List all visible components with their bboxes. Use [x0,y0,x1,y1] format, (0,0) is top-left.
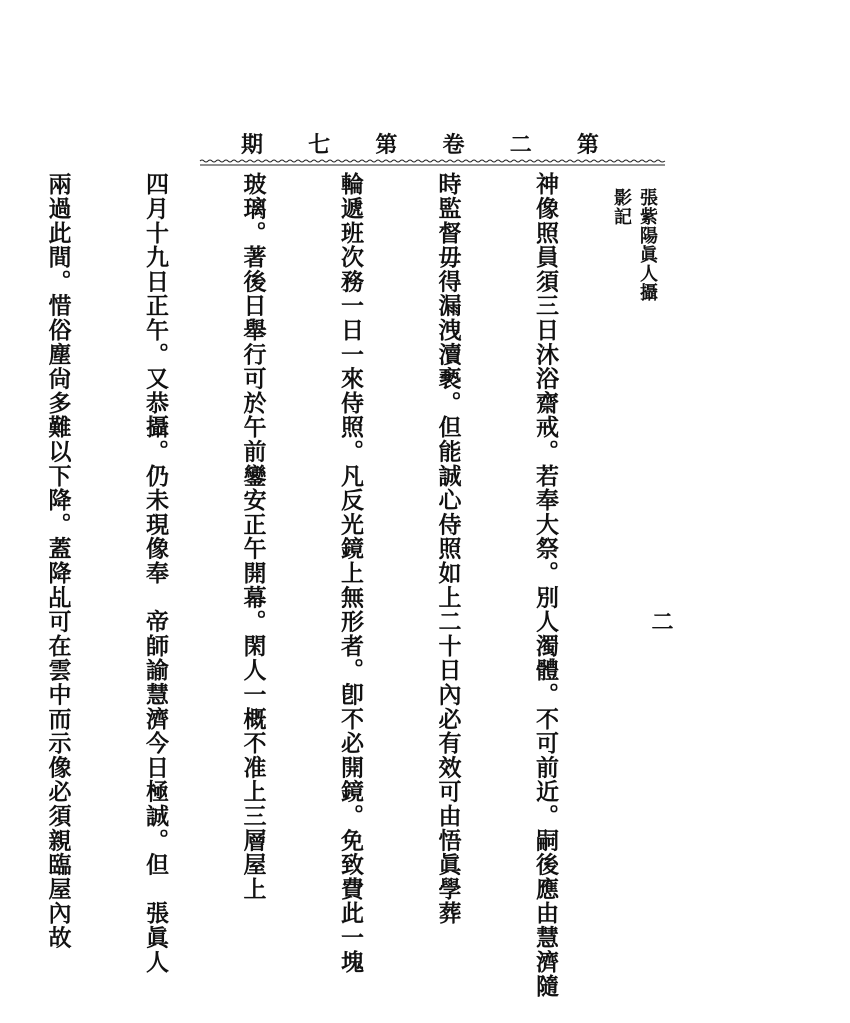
header-wavy-rule [200,158,665,168]
text-column: 神像照員須三日沐浴齋戒。若奉大祭。別人濁體。不可前近。嗣後應由慧濟隨 [532,172,559,999]
header-char: 第 [576,132,599,158]
text-column: 玻璃。著後日舉行可於午前鑾安正午開幕。閑人一概不准上三層屋上 [239,172,267,901]
page-number: 二 [648,610,674,632]
header-char: 七 [308,132,331,158]
text-column: 輪遞班次務一日一來侍照。凡反光鏡上無形者。卽不必開鏡。免致費此一塊 [337,172,364,974]
text-column: 四月十九日正午。又恭攝。仍未現像奉 帝師諭慧濟今日極誠。但 張眞人 [142,172,169,974]
header-char: 卷 [442,132,465,158]
header-char: 二 [509,132,532,158]
book-title: 張紫陽眞人攝影記 [611,188,658,302]
text-column: 時監督毋得漏洩瀆褻。但能誠心侍照如上二十日內必有效可由悟眞學葬 [434,172,462,926]
running-header [240,128,600,159]
wavy-line-top [200,160,665,162]
header-char: 期 [240,132,263,158]
header-char: 第 [375,132,398,158]
text-column: 兩過此間。惜俗塵尙多難以下降。蓋降乩可在雲中而示像必須親臨屋內故 [44,172,72,950]
body-text [44,172,626,999]
